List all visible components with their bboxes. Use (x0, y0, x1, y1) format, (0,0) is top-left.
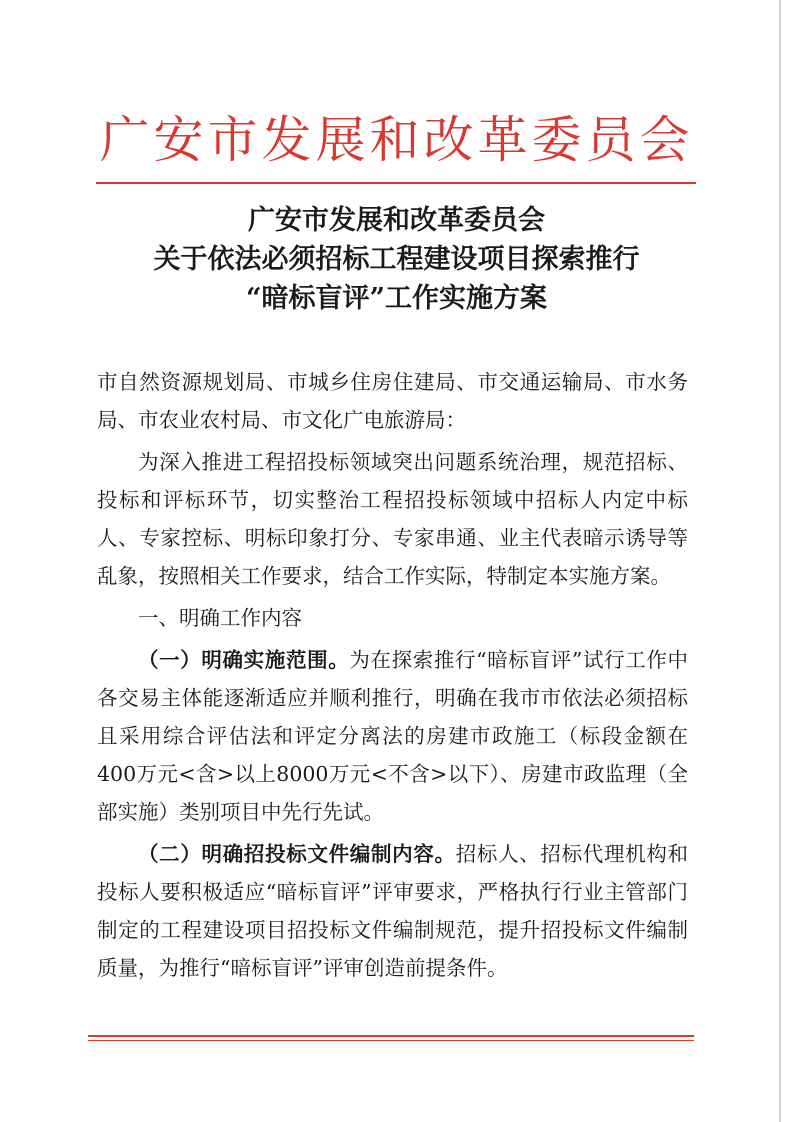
title-line-2: 关于依法必须招标工程建设项目探索推行 (153, 244, 640, 275)
item-1-paragraph (97, 641, 688, 831)
item-2-lead: （二）明确招投标文件编制内容。 (138, 842, 456, 866)
addressee: 市自然资源规划局、市城乡住房住建局、市交通运输局、市水务局、市农业农村局、市文化广电旅游局： (97, 370, 688, 432)
intro-paragraph: 为深入推进工程招投标领域突出问题系统治理，规范招标、投标和评标环节，切实整治工程招投标领域中招标人内定中标人、专家控标、明标印象打分、专家串通、业主代表暗示诱导等乱象，按照相关工作要求，结合工作实际，特制定本实施方案。 (97, 450, 688, 588)
item-1-lead: （一）明确实施范围。 (138, 648, 350, 672)
item-2-paragraph (97, 835, 688, 987)
item-1-text: 为在探索推行“暗标盲评”试行工作中各交易主体能逐渐适应并顺利推行，明确在我市市依法必须招标且采用综合评估法和评定分离法的房建市政施工（标段金额在400万元<含>以上8000万元<不含>以下）、房建市政监理（全部实施）类别项目中先行先试。 (97, 648, 688, 824)
title-line-1: 广安市发展和改革委员会 (248, 205, 545, 236)
footer-red-rule-thin (88, 1040, 694, 1041)
title-line-3: “暗标盲评”工作实施方案 (245, 283, 548, 314)
letterhead-red-rule (96, 182, 696, 184)
footer-red-rule-thick (88, 1035, 694, 1037)
scan-edge-line (779, 0, 781, 1122)
letterhead-org-name: 广安市发展和改革委员会 (99, 111, 694, 169)
section-heading-1: 一、明确工作内容 (138, 606, 302, 630)
document-body (97, 363, 688, 987)
document-title (0, 201, 793, 318)
item-2-text: 招标人、招标代理机构和投标人要积极适应“暗标盲评”评审要求，严格执行行业主管部门制定的工程建设项目招投标文件编制规范，提升招投标文件编制质量，为推行“暗标盲评”评审创造前提条件。 (97, 842, 689, 980)
